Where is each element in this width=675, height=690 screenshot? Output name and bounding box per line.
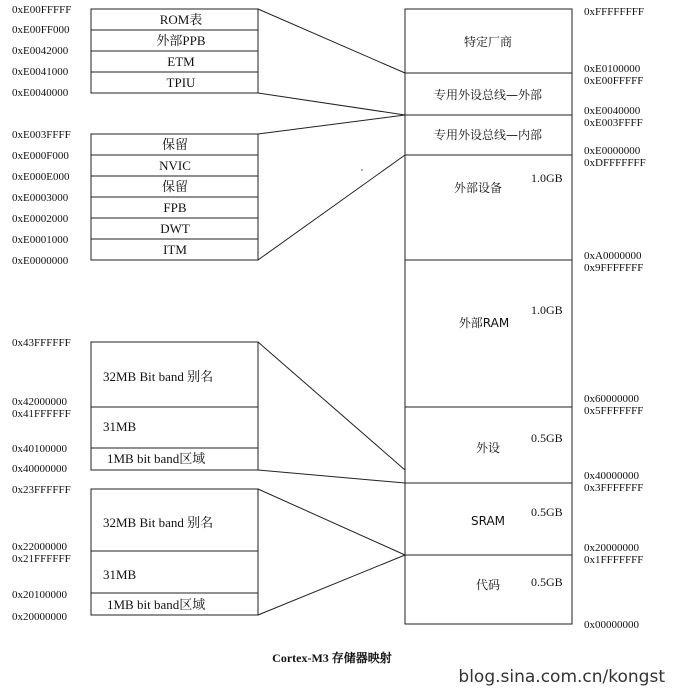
address-label: 0xE003FFFF bbox=[12, 129, 71, 141]
address-label: 0x40000000 bbox=[584, 470, 639, 482]
connector-line bbox=[258, 489, 405, 555]
ppb-item: ROM表 bbox=[159, 12, 203, 27]
connector-line bbox=[258, 93, 405, 115]
address-label: 0xA0000000 bbox=[584, 250, 642, 262]
ppb-item: NVIC bbox=[159, 158, 191, 173]
peripheral-bitband-detail bbox=[12, 337, 405, 483]
address-label: 0xE0100000 bbox=[584, 63, 641, 75]
sram-bitband-detail bbox=[12, 484, 405, 623]
address-label: 0xE0000000 bbox=[12, 255, 69, 267]
region-size: 1.0GB bbox=[531, 303, 563, 317]
region-label: 外部RAM bbox=[458, 316, 510, 330]
address-label: 0x20000000 bbox=[12, 611, 67, 623]
ppb-internal-detail bbox=[12, 115, 405, 267]
address-label: 0xE000E000 bbox=[12, 171, 70, 183]
region-label: 外部设备 bbox=[453, 181, 503, 195]
address-label: 0x5FFFFFFF bbox=[584, 405, 644, 417]
connector-line bbox=[258, 555, 405, 615]
region-size: 1.0GB bbox=[531, 171, 563, 185]
bitband-item: 1MB bit band区域 bbox=[107, 451, 206, 466]
address-label: 0x41FFFFFF bbox=[12, 408, 71, 420]
address-label: 0xE0002000 bbox=[12, 213, 69, 225]
address-label: 0x22000000 bbox=[12, 541, 67, 553]
address-label: 0x20000000 bbox=[584, 542, 639, 554]
bitband-item: 32MB Bit band 别名 bbox=[103, 515, 214, 530]
address-label: 0x21FFFFFF bbox=[12, 553, 71, 565]
address-label: 0xE00FFFFF bbox=[12, 4, 72, 16]
main-memory-map bbox=[405, 6, 646, 631]
address-label: 0x1FFFFFFF bbox=[584, 554, 644, 566]
region-size: 0.5GB bbox=[531, 575, 563, 589]
address-label: 0xE000F000 bbox=[12, 150, 69, 162]
address-label: 0x00000000 bbox=[584, 619, 639, 631]
region-label: 特定厂商 bbox=[463, 35, 513, 49]
ppb-item: ETM bbox=[167, 54, 195, 69]
address-label: 0xE0040000 bbox=[12, 87, 69, 99]
ppb-item: TPIU bbox=[166, 75, 196, 90]
region-size: 0.5GB bbox=[531, 505, 563, 519]
region-label: 专用外设总线—内部 bbox=[433, 128, 543, 142]
bitband-item: 31MB bbox=[103, 419, 137, 434]
region-label: 代码 bbox=[475, 578, 501, 592]
main-address-labels bbox=[584, 6, 646, 631]
address-label: 0x60000000 bbox=[584, 393, 639, 405]
region-label: SRAM bbox=[470, 514, 506, 528]
bitband-item: 32MB Bit band 别名 bbox=[103, 369, 214, 384]
address-label: 0xE0040000 bbox=[584, 105, 641, 117]
region-size: 0.5GB bbox=[531, 431, 563, 445]
ppb-item: ITM bbox=[163, 242, 187, 257]
address-label: 0x42000000 bbox=[12, 396, 67, 408]
address-label: 0x9FFFFFFF bbox=[584, 262, 644, 274]
connector-line bbox=[258, 470, 405, 483]
address-label: 0xE00FF000 bbox=[12, 24, 70, 36]
region-external-ram bbox=[405, 260, 572, 407]
ppb-item: 保留 bbox=[161, 179, 189, 194]
ppb-item: DWT bbox=[160, 221, 190, 236]
ppb-item: 外部PPB bbox=[156, 33, 206, 48]
address-label: 0xFFFFFFFF bbox=[584, 6, 644, 18]
address-label: 0xE00FFFFF bbox=[584, 75, 644, 87]
region-label: 外设 bbox=[475, 441, 501, 455]
address-label: 0x20100000 bbox=[12, 589, 67, 601]
address-label: 0x23FFFFFF bbox=[12, 484, 71, 496]
ppb-item: 保留 bbox=[161, 137, 189, 152]
connector-line bbox=[258, 115, 405, 134]
bitband-item: 31MB bbox=[103, 567, 137, 582]
address-label: 0xE0000000 bbox=[584, 145, 641, 157]
connector-line bbox=[258, 342, 405, 470]
address-label: 0xE003FFFF bbox=[584, 117, 643, 129]
ppb-item: FPB bbox=[163, 200, 187, 215]
address-label: 0xE0042000 bbox=[12, 45, 69, 57]
ppb-external-detail bbox=[12, 4, 405, 115]
address-label: 0xE0001000 bbox=[12, 234, 69, 246]
bitband-item: 1MB bit band区域 bbox=[107, 597, 206, 612]
address-label: 0xDFFFFFFF bbox=[584, 157, 646, 169]
address-label: 0x3FFFFFFF bbox=[584, 482, 644, 494]
stray-dot bbox=[361, 169, 363, 171]
address-label: 0x40000000 bbox=[12, 463, 67, 475]
diagram-caption: Cortex-M3 存储器映射 bbox=[272, 651, 392, 665]
address-label: 0xE0041000 bbox=[12, 66, 69, 78]
address-label: 0xE0003000 bbox=[12, 192, 69, 204]
address-label: 0x43FFFFFF bbox=[12, 337, 71, 349]
connector-line bbox=[258, 155, 405, 260]
watermark: blog.sina.com.cn/kongst bbox=[458, 667, 665, 687]
address-label: 0x40100000 bbox=[12, 443, 67, 455]
region-label: 专用外设总线—外部 bbox=[433, 88, 543, 102]
connector-line bbox=[258, 9, 405, 73]
